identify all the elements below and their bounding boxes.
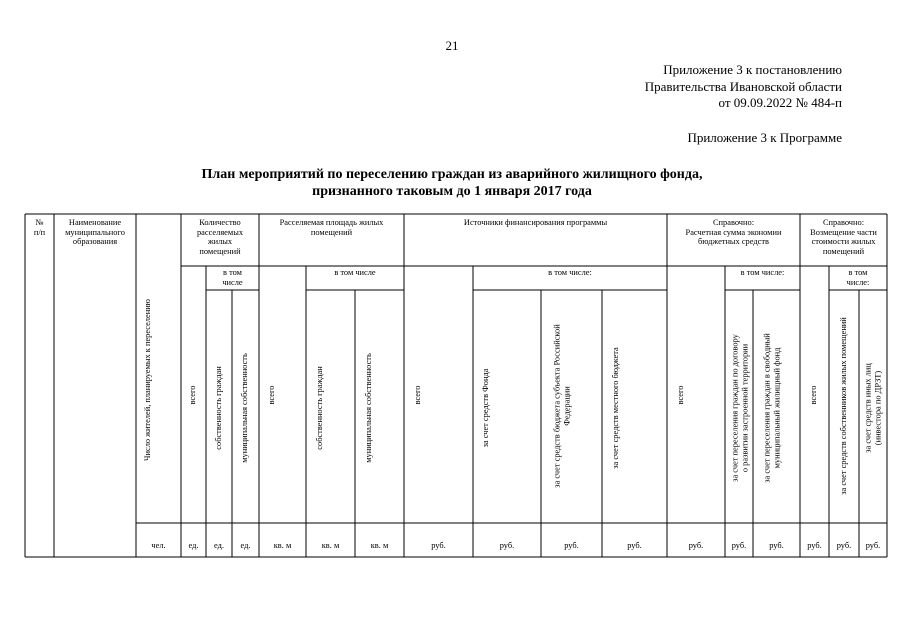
header-text: за счет средств иных лиц (863, 363, 873, 453)
header-text: (инвестора по ДРЗТ) (873, 370, 882, 446)
unit-cell: руб. (865, 541, 881, 550)
header-fund: за счет средств Фонда (481, 368, 491, 448)
header-text: Расчетная сумма экономии (685, 227, 782, 237)
header-local-budget: за счет средств местного бюджета (611, 347, 621, 469)
unit-cell: кв. м (370, 541, 389, 550)
unit-cell: кв. м (321, 541, 340, 550)
header-text: Справочно: (712, 218, 755, 227)
header-savings (667, 218, 800, 247)
header-owners-funds: за счет средств собственников жилых помещений (839, 317, 849, 495)
appendix-line: от 09.09.2022 № 484-п (718, 95, 842, 110)
header-text: числе: (846, 277, 870, 287)
header-text: за счет переселения граждан по договору (730, 334, 740, 482)
header-text: образования (72, 237, 118, 247)
header-text: Возмещение части (810, 227, 877, 237)
header-text: Федерации (562, 386, 571, 426)
header-area-municipal: муниципальная собственность (364, 353, 374, 463)
header-area-including: в том числе (334, 268, 376, 277)
unit-cell: руб. (807, 541, 822, 550)
header-text: жилых (207, 237, 233, 247)
header-text: муниципального (65, 227, 125, 237)
header-savings-including: в том числе: (740, 268, 785, 277)
page-number: 21 (445, 38, 459, 53)
unit-cell: руб. (627, 541, 642, 550)
header-rooms-municipal: муниципальная собственность (240, 353, 250, 463)
header-text: за счет средств бюджета субъекта Российской (552, 324, 562, 488)
header-resettle-free-fund (762, 333, 781, 483)
appendix-line: Правительства Ивановской области (644, 78, 842, 94)
unit-cell: руб. (431, 541, 446, 550)
unit-cell: руб. (836, 541, 852, 550)
header-rooms-total: всего (188, 385, 198, 405)
header-other-persons (863, 363, 882, 453)
header-area-total: всего (267, 385, 277, 405)
appendix-line: Приложение 3 к постановлению (663, 62, 842, 77)
header-regional-budget (552, 324, 571, 487)
unit-cell: руб. (769, 541, 784, 550)
header-residents: Число жителей, планируемых к переселению (143, 299, 153, 461)
header-compensation (800, 218, 887, 256)
unit-cell: руб. (688, 541, 704, 550)
header-comp-including (829, 268, 887, 287)
header-sources-including: в том числе: (548, 268, 592, 277)
header-text: Расселяемая площадь жилых (279, 218, 384, 227)
header-text: Справочно: (822, 218, 865, 227)
unit-cell: чел. (151, 541, 166, 550)
header-text: за счет переселения граждан в свободный (762, 333, 772, 483)
unit-cell: руб. (731, 541, 747, 550)
header-sources-total: всего (413, 385, 423, 405)
header-rooms-citizens: собственность граждан (214, 366, 224, 450)
unit-cell: кв. м (273, 541, 292, 550)
header-text: бюджетных средств (698, 237, 769, 247)
header-resettle-development (730, 334, 749, 482)
unit-cell: руб. (499, 541, 515, 550)
header-number (25, 218, 54, 237)
unit-cell: руб. (564, 541, 579, 550)
header-text: Наименование (68, 218, 122, 227)
header-rooms-including (206, 268, 259, 287)
header-area (259, 218, 404, 237)
header-comp-total: всего (809, 385, 819, 405)
header-savings-total: всего (676, 385, 686, 405)
program-appendix: Приложение 3 к Программе (687, 130, 842, 145)
header-text: о развитии застроенной территории (740, 343, 749, 473)
header-text: расселяемых (196, 227, 244, 237)
header-text: числе (222, 277, 243, 287)
header-text: в том (848, 268, 868, 277)
header-text: муниципальный жилищный фонд (772, 347, 781, 469)
header-text: Количество (199, 218, 241, 227)
title-line: признанного таковым до 1 января 2017 года (312, 184, 592, 199)
header-text: п/п (33, 227, 46, 237)
unit-cell: ед. (188, 541, 199, 550)
title-line: План мероприятий по переселению граждан из аварийного жилищного фонда, (201, 167, 703, 182)
unit-cell: ед. (240, 541, 251, 550)
header-municipality (54, 218, 136, 247)
header-text: № (35, 218, 44, 227)
header-rooms (181, 218, 259, 256)
unit-cell: ед. (214, 541, 224, 550)
header-area-citizens: собственность граждан (315, 366, 325, 450)
header-text: помещений (822, 246, 865, 256)
header-text: помещений (310, 227, 353, 237)
header-text: в том (223, 268, 242, 277)
header-text: помещений (199, 246, 241, 256)
header-sources: Источники финансирования программы (463, 218, 608, 227)
header-text: стоимости жилых (811, 237, 876, 247)
